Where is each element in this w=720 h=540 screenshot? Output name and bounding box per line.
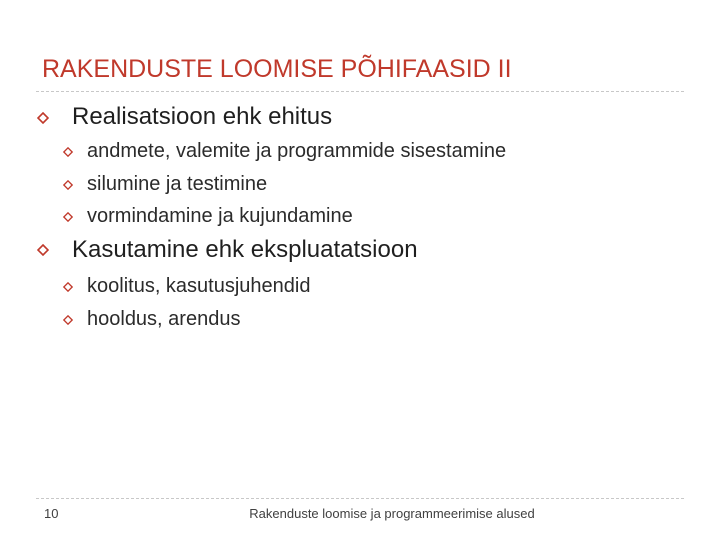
bullet-diamond-icon	[37, 111, 49, 125]
bullet-kasutamine: Kasutamine ehk ekspluatatsioon	[72, 236, 418, 263]
slide-title: RAKENDUSTE LOOMISE PÕHIFAASID II	[42, 55, 512, 83]
bullet-diamond-icon	[62, 145, 74, 159]
title-divider	[36, 91, 684, 92]
subbullet-item: andmete, valemite ja programmide sisestamine	[87, 140, 507, 162]
bullet-diamond-icon	[62, 313, 74, 327]
bullet-diamond-icon	[37, 243, 49, 257]
subbullet-item: hooldus, arendus	[87, 308, 241, 330]
subbullet-item: koolitus, kasutusjuhendid	[87, 275, 311, 297]
footer-divider	[36, 498, 684, 499]
bullet-diamond-icon	[62, 178, 74, 192]
subbullet-item: silumine ja testimine	[87, 173, 268, 195]
bullet-diamond-icon	[62, 280, 74, 294]
subbullet-item: vormindamine ja kujundamine	[87, 205, 353, 227]
footer-text: Rakenduste loomise ja programmeerimise alused	[249, 506, 535, 521]
page-number: 10	[44, 506, 59, 521]
bullet-diamond-icon	[62, 210, 74, 224]
bullet-realisatsioon: Realisatsioon ehk ehitus	[72, 103, 333, 130]
